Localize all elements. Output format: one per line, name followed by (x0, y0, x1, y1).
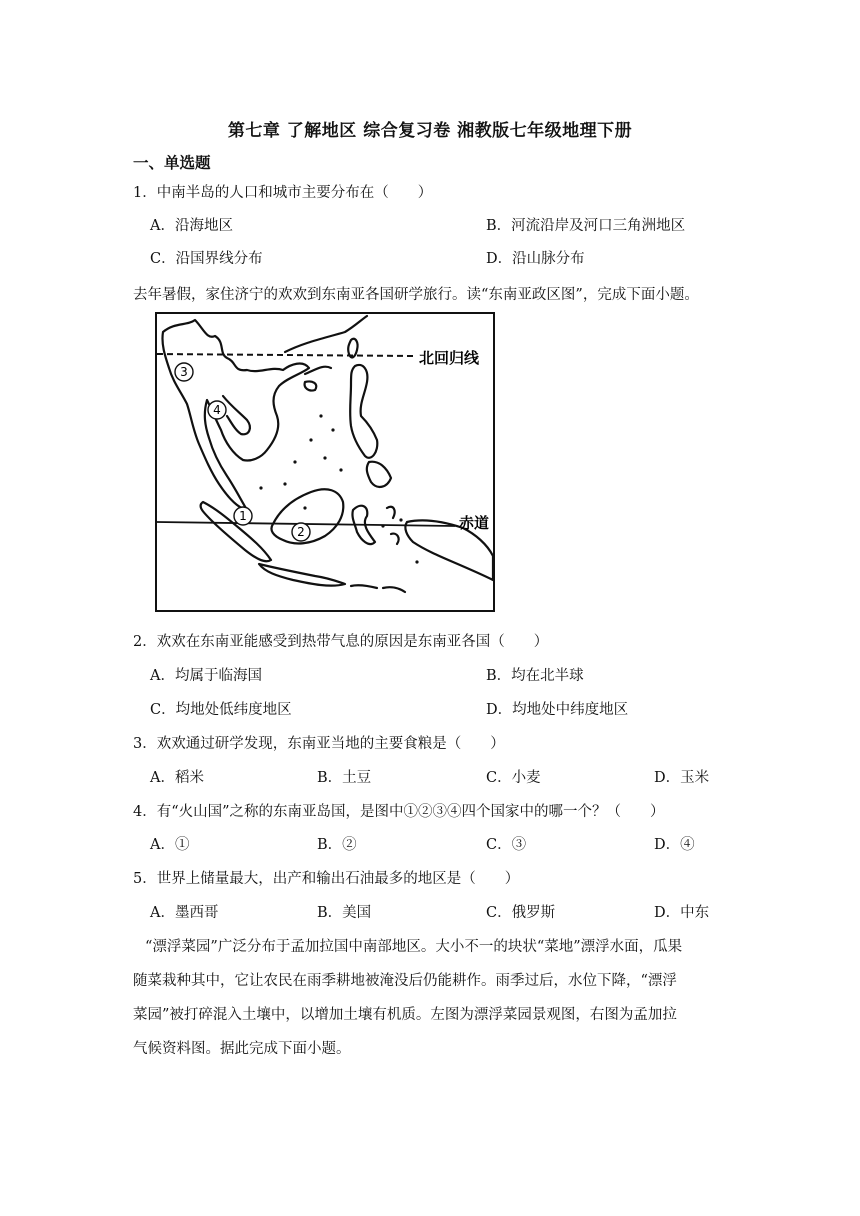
question-2-option-c: C．均地处低纬度地区 (150, 702, 292, 718)
question-4-option-d: D．④ (654, 837, 695, 853)
tropic-of-cancer-label: 北回归线 (419, 349, 480, 367)
intro-paragraph-2-line-1: “漂浮菜园”广泛分布于孟加拉国中南部地区。大小不一的块状“菜地”漂浮水面，瓜果 (145, 939, 683, 955)
question-2-option-b: B．均在北半球 (486, 668, 584, 684)
intro-paragraph-1: 去年暑假，家住济宁的欢欢到东南亚各国研学旅行。读“东南亚政区图”，完成下面小题。 (133, 287, 699, 303)
question-1-stem: 1．中南半岛的人口和城市主要分布在（ ） (133, 185, 433, 201)
svg-text:2: 2 (297, 525, 305, 539)
question-4-option-a: A．① (150, 837, 190, 853)
question-5-option-b: B．美国 (317, 905, 372, 921)
document-title: 第七章 了解地区 综合复习卷 湘教版七年级地理下册 (227, 121, 633, 141)
question-5-stem: 5．世界上储量最大，出产和输出石油最多的地区是（ ） (133, 871, 520, 887)
question-5-option-a: A．墨西哥 (150, 905, 219, 921)
question-4-stem: 4．有“火山国”之称的东南亚岛国，是图中①②③④四个国家中的哪一个？（ ） (133, 804, 665, 820)
question-1-option-d: D．沿山脉分布 (486, 251, 585, 267)
question-3-option-a: A．稻米 (150, 770, 204, 786)
question-5-option-d: D．中东 (654, 905, 710, 921)
country-marker-2 (292, 523, 310, 541)
question-4-option-c: C．③ (486, 837, 527, 853)
question-3-stem: 3．欢欢通过研学发现，东南亚当地的主要食粮是（ ） (133, 736, 505, 752)
southeast-asia-political-map (155, 312, 495, 612)
country-marker-1 (234, 507, 252, 525)
question-1-option-b: B．河流沿岸及河口三角洲地区 (486, 218, 686, 234)
question-3-option-b: B．土豆 (317, 770, 372, 786)
question-5-option-c: C．俄罗斯 (486, 905, 556, 921)
svg-text:1: 1 (239, 509, 247, 523)
question-2-option-a: A．均属于临海国 (150, 668, 262, 684)
question-1-option-c: C．沿国界线分布 (150, 251, 263, 267)
question-4-option-b: B．② (317, 837, 357, 853)
question-2-stem: 2．欢欢在东南亚能感受到热带气息的原因是东南亚各国（ ） (133, 634, 549, 650)
question-3-option-c: C．小麦 (486, 770, 541, 786)
equator-label: 赤道 (459, 514, 490, 532)
svg-text:3: 3 (180, 365, 188, 379)
intro-paragraph-2-line-2: 随菜栽种其中，它让农民在雨季耕地被淹没后仍能耕作。雨季过后，水位下降，“漂浮 (133, 973, 677, 989)
question-3-option-d: D．玉米 (654, 770, 710, 786)
country-marker-3 (175, 363, 193, 381)
question-1-option-a: A．沿海地区 (150, 218, 233, 234)
intro-paragraph-2-line-3: 菜园”被打碎混入土壤中，以增加土壤有机质。左图为漂浮菜园景观图，右图为孟加拉 (133, 1007, 677, 1023)
question-2-option-d: D．均地处中纬度地区 (486, 702, 629, 718)
intro-paragraph-2-line-4: 气候资料图。据此完成下面小题。 (133, 1041, 351, 1057)
section-heading: 一、单选题 (133, 154, 211, 172)
svg-text:4: 4 (213, 403, 221, 417)
country-marker-4 (208, 401, 226, 419)
